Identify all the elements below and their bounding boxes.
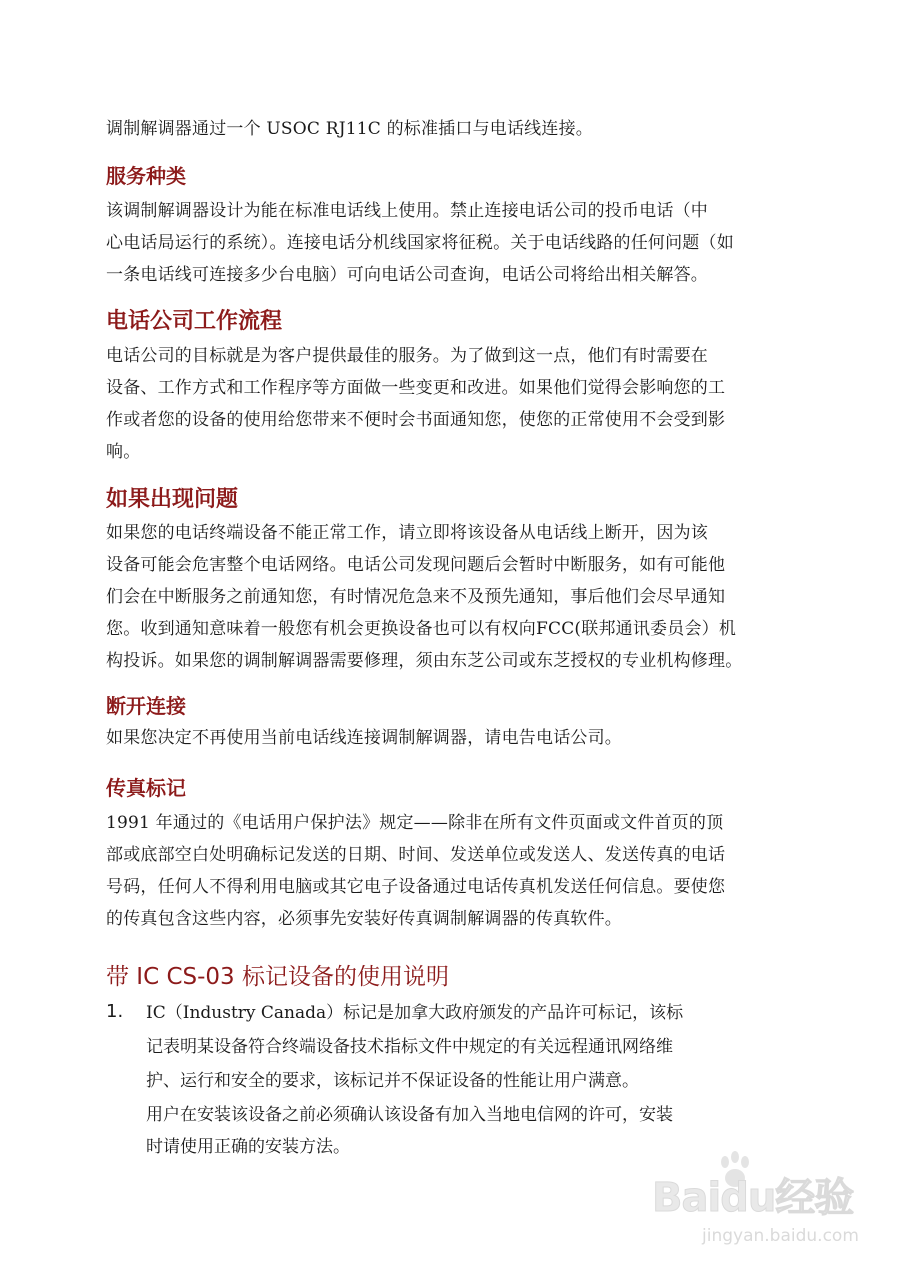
- process-line-4: 响。: [106, 442, 141, 462]
- fax-line-3: 号码，任何人不得利用电脑或其它电子设备通过电话传真机发送任何信息。要使您: [106, 877, 726, 897]
- fax-line-2: 部或底部空白处明确标记发送的日期、时间、发送单位或发送人、发送传真的电话: [106, 845, 726, 865]
- heading-fax-marking: 传真标记: [106, 776, 186, 800]
- problems-line-3: 们会在中断服务之前通知您，有时情况危急来不及预先通知，事后他们会尽早通知: [106, 587, 726, 607]
- heading-phone-company-process: 电话公司工作流程: [106, 309, 283, 334]
- process-line-3: 作或者您的设备的使用给您带来不便时会书面通知您，使您的正常使用不会受到影: [106, 410, 726, 430]
- fax-line-4: 的传真包含这些内容，必须事先安装好传真调制解调器的传真软件。: [106, 909, 622, 929]
- ic-item-line-1: IC（Industry Canada）标记是加拿大政府颁发的产品许可标记，该标: [146, 1003, 684, 1023]
- heading-service-types: 服务种类: [106, 164, 186, 188]
- service-types-line-3: 一条电话线可连接多少台电脑）可向电话公司查询，电话公司将给出相关解答。: [106, 265, 708, 285]
- service-types-line-1: 该调制解调器设计为能在标准电话线上使用。禁止连接电话公司的投币电话（中: [106, 201, 708, 221]
- problems-line-2: 设备可能会危害整个电话网络。电话公司发现问题后会暂时中断服务，如有可能他: [106, 555, 726, 575]
- ic-item-line-3: 护、运行和安全的要求，该标记并不保证设备的性能让用户满意。: [146, 1071, 639, 1091]
- fax-line-1: 1991 年通过的《电话用户保护法》规定——除非在所有文件页面或文件首页的顶: [106, 813, 724, 833]
- watermark-brand: Baidu经验: [652, 1175, 854, 1221]
- heading-ic-cs03: 带 IC CS-03 标记设备的使用说明: [106, 964, 450, 990]
- ic-item-line-4: 用户在安装该设备之前必须确认该设备有加入当地电信网的许可，安装: [146, 1105, 673, 1125]
- watermark-url: jingyan.baidu.com: [702, 1226, 859, 1246]
- baidu-watermark: [640, 1150, 880, 1260]
- process-line-2: 设备、工作方式和工作程序等方面做一些变更和改进。如果他们觉得会影响您的工: [106, 378, 726, 398]
- list-item-number: 1.: [106, 1001, 124, 1022]
- ic-item-line-2: 记表明某设备符合终端设备技术指标文件中规定的有关远程通讯网络维: [146, 1037, 673, 1057]
- disconnect-line-1: 如果您决定不再使用当前电话线连接调制解调器，请电告电话公司。: [106, 728, 622, 748]
- intro-paragraph: 调制解调器通过一个 USOC RJ11C 的标准插口与电话线连接。: [106, 119, 593, 139]
- problems-line-1: 如果您的电话终端设备不能正常工作，请立即将该设备从电话线上断开，因为该: [106, 523, 708, 543]
- heading-disconnect: 断开连接: [106, 694, 186, 718]
- problems-line-4: 您。收到通知意味着一般您有机会更换设备也可以有权向FCC(联邦通讯委员会）机: [106, 619, 737, 639]
- problems-line-5: 构投诉。如果您的调制解调器需要修理，须由东芝公司或东芝授权的专业机构修理。: [106, 651, 743, 671]
- process-line-1: 电话公司的目标就是为客户提供最佳的服务。为了做到这一点，他们有时需要在: [106, 346, 708, 366]
- heading-if-problems: 如果出现问题: [106, 487, 239, 512]
- ic-item-line-5: 时请使用正确的安装方法。: [146, 1137, 350, 1157]
- service-types-line-2: 心电话局运行的系统）。连接电话分机线国家将征税。关于电话线路的任何问题（如: [106, 233, 734, 253]
